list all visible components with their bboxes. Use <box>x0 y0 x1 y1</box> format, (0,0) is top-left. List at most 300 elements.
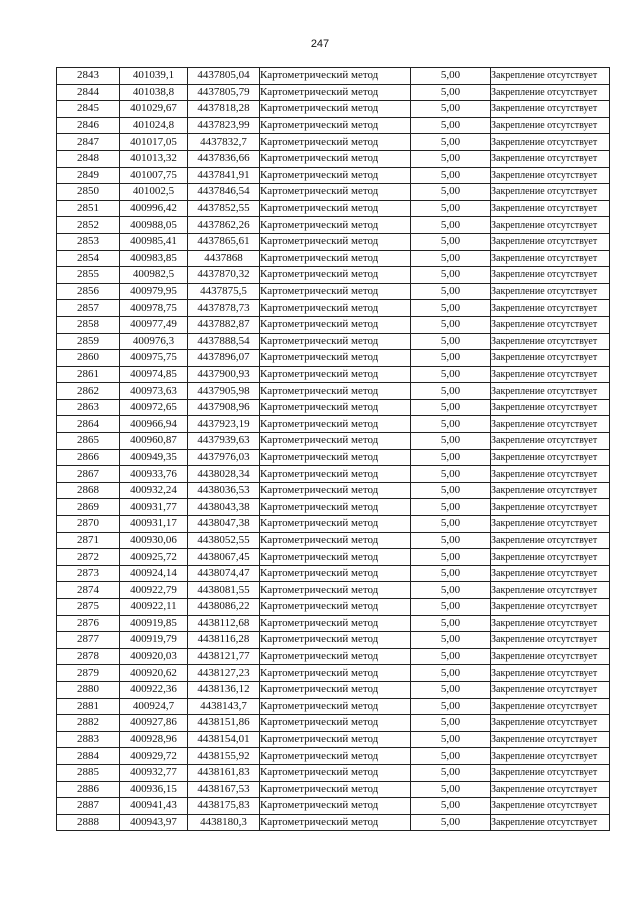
accuracy-cell: 5,00 <box>411 582 491 599</box>
table-row <box>57 731 610 748</box>
point-number-cell: 2849 <box>57 167 120 184</box>
accuracy-cell: 5,00 <box>411 814 491 831</box>
method-cell: Картометрический метод <box>260 416 411 433</box>
accuracy-cell: 5,00 <box>411 466 491 483</box>
method-cell: Картометрический метод <box>260 101 411 118</box>
method-cell: Картометрический метод <box>260 150 411 167</box>
fixation-cell: Закрепление отсутствует <box>491 150 610 167</box>
accuracy-cell: 5,00 <box>411 233 491 250</box>
fixation-cell: Закрепление отсутствует <box>491 200 610 217</box>
accuracy-cell: 5,00 <box>411 101 491 118</box>
x-coordinate-cell: 400924,14 <box>120 565 188 582</box>
method-cell: Картометрический метод <box>260 84 411 101</box>
y-coordinate-cell: 4438127,23 <box>188 665 260 682</box>
accuracy-cell: 5,00 <box>411 366 491 383</box>
table-row <box>57 383 610 400</box>
y-coordinate-cell: 4437905,98 <box>188 383 260 400</box>
fixation-cell: Закрепление отсутствует <box>491 300 610 317</box>
accuracy-cell: 5,00 <box>411 150 491 167</box>
x-coordinate-cell: 400966,94 <box>120 416 188 433</box>
point-number-cell: 2880 <box>57 681 120 698</box>
fixation-cell: Закрепление отсутствует <box>491 632 610 649</box>
fixation-cell: Закрепление отсутствует <box>491 250 610 267</box>
y-coordinate-cell: 4437865,61 <box>188 233 260 250</box>
y-coordinate-cell: 4437841,91 <box>188 167 260 184</box>
method-cell: Картометрический метод <box>260 233 411 250</box>
x-coordinate-cell: 400976,3 <box>120 333 188 350</box>
table-row <box>57 781 610 798</box>
page-number: 247 <box>310 38 330 50</box>
accuracy-cell: 5,00 <box>411 748 491 765</box>
y-coordinate-cell: 4437805,79 <box>188 84 260 101</box>
accuracy-cell: 5,00 <box>411 84 491 101</box>
method-cell: Картометрический метод <box>260 781 411 798</box>
method-cell: Картометрический метод <box>260 599 411 616</box>
x-coordinate-cell: 400974,85 <box>120 366 188 383</box>
y-coordinate-cell: 4437832,7 <box>188 134 260 151</box>
fixation-cell: Закрепление отсутствует <box>491 184 610 201</box>
table-row <box>57 267 610 284</box>
table-row <box>57 764 610 781</box>
x-coordinate-cell: 401039,1 <box>120 68 188 85</box>
fixation-cell: Закрепление отсутствует <box>491 549 610 566</box>
y-coordinate-cell: 4438086,22 <box>188 599 260 616</box>
accuracy-cell: 5,00 <box>411 333 491 350</box>
accuracy-cell: 5,00 <box>411 300 491 317</box>
x-coordinate-cell: 401002,5 <box>120 184 188 201</box>
table-row <box>57 250 610 267</box>
accuracy-cell: 5,00 <box>411 200 491 217</box>
method-cell: Картометрический метод <box>260 68 411 85</box>
y-coordinate-cell: 4437836,66 <box>188 150 260 167</box>
point-number-cell: 2870 <box>57 516 120 533</box>
method-cell: Картометрический метод <box>260 549 411 566</box>
method-cell: Картометрический метод <box>260 466 411 483</box>
fixation-cell: Закрепление отсутствует <box>491 582 610 599</box>
y-coordinate-cell: 4438175,83 <box>188 798 260 815</box>
y-coordinate-cell: 4437888,54 <box>188 333 260 350</box>
accuracy-cell: 5,00 <box>411 350 491 367</box>
table-row <box>57 532 610 549</box>
point-number-cell: 2878 <box>57 648 120 665</box>
point-number-cell: 2884 <box>57 748 120 765</box>
y-coordinate-cell: 4437818,28 <box>188 101 260 118</box>
fixation-cell: Закрепление отсутствует <box>491 466 610 483</box>
accuracy-cell: 5,00 <box>411 532 491 549</box>
y-coordinate-cell: 4437896,07 <box>188 350 260 367</box>
fixation-cell: Закрепление отсутствует <box>491 748 610 765</box>
table-row <box>57 167 610 184</box>
table-row <box>57 316 610 333</box>
x-coordinate-cell: 400941,43 <box>120 798 188 815</box>
point-number-cell: 2845 <box>57 101 120 118</box>
table-row <box>57 449 610 466</box>
method-cell: Картометрический метод <box>260 499 411 516</box>
fixation-cell: Закрепление отсутствует <box>491 681 610 698</box>
x-coordinate-cell: 401013,32 <box>120 150 188 167</box>
fixation-cell: Закрепление отсутствует <box>491 781 610 798</box>
x-coordinate-cell: 401029,67 <box>120 101 188 118</box>
method-cell: Картометрический метод <box>260 167 411 184</box>
table-row <box>57 416 610 433</box>
fixation-cell: Закрепление отсутствует <box>491 283 610 300</box>
accuracy-cell: 5,00 <box>411 68 491 85</box>
table-row <box>57 698 610 715</box>
y-coordinate-cell: 4437878,73 <box>188 300 260 317</box>
point-number-cell: 2887 <box>57 798 120 815</box>
x-coordinate-cell: 400929,72 <box>120 748 188 765</box>
fixation-cell: Закрепление отсутствует <box>491 366 610 383</box>
y-coordinate-cell: 4437875,5 <box>188 283 260 300</box>
accuracy-cell: 5,00 <box>411 516 491 533</box>
x-coordinate-cell: 400982,5 <box>120 267 188 284</box>
y-coordinate-cell: 4438047,38 <box>188 516 260 533</box>
table-row <box>57 433 610 450</box>
fixation-cell: Закрепление отсутствует <box>491 499 610 516</box>
y-coordinate-cell: 4437805,04 <box>188 68 260 85</box>
accuracy-cell: 5,00 <box>411 399 491 416</box>
x-coordinate-cell: 400960,87 <box>120 433 188 450</box>
point-number-cell: 2867 <box>57 466 120 483</box>
table-row <box>57 184 610 201</box>
method-cell: Картометрический метод <box>260 731 411 748</box>
point-number-cell: 2885 <box>57 764 120 781</box>
x-coordinate-cell: 400973,63 <box>120 383 188 400</box>
table-row <box>57 549 610 566</box>
x-coordinate-cell: 400943,97 <box>120 814 188 831</box>
table-row <box>57 300 610 317</box>
table-row <box>57 681 610 698</box>
method-cell: Картометрический метод <box>260 399 411 416</box>
x-coordinate-cell: 401007,75 <box>120 167 188 184</box>
table-row <box>57 648 610 665</box>
fixation-cell: Закрепление отсутствует <box>491 399 610 416</box>
x-coordinate-cell: 400922,36 <box>120 681 188 698</box>
point-number-cell: 2853 <box>57 233 120 250</box>
point-number-cell: 2846 <box>57 117 120 134</box>
method-cell: Картометрический метод <box>260 648 411 665</box>
table-row <box>57 715 610 732</box>
x-coordinate-cell: 400978,75 <box>120 300 188 317</box>
table-row <box>57 582 610 599</box>
fixation-cell: Закрепление отсутствует <box>491 449 610 466</box>
x-coordinate-cell: 400919,79 <box>120 632 188 649</box>
table-row <box>57 150 610 167</box>
point-number-cell: 2864 <box>57 416 120 433</box>
fixation-cell: Закрепление отсутствует <box>491 217 610 234</box>
fixation-cell: Закрепление отсутствует <box>491 731 610 748</box>
y-coordinate-cell: 4437908,96 <box>188 399 260 416</box>
accuracy-cell: 5,00 <box>411 681 491 698</box>
method-cell: Картометрический метод <box>260 433 411 450</box>
point-number-cell: 2858 <box>57 316 120 333</box>
table-row <box>57 798 610 815</box>
x-coordinate-cell: 400919,85 <box>120 615 188 632</box>
y-coordinate-cell: 4438167,53 <box>188 781 260 798</box>
fixation-cell: Закрепление отсутствует <box>491 433 610 450</box>
fixation-cell: Закрепление отсутствует <box>491 134 610 151</box>
table-row <box>57 632 610 649</box>
x-coordinate-cell: 401017,05 <box>120 134 188 151</box>
y-coordinate-cell: 4438121,77 <box>188 648 260 665</box>
method-cell: Картометрический метод <box>260 565 411 582</box>
accuracy-cell: 5,00 <box>411 798 491 815</box>
table-row <box>57 68 610 85</box>
method-cell: Картометрический метод <box>260 532 411 549</box>
method-cell: Картометрический метод <box>260 665 411 682</box>
x-coordinate-cell: 400985,41 <box>120 233 188 250</box>
table-row <box>57 482 610 499</box>
method-cell: Картометрический метод <box>260 615 411 632</box>
point-number-cell: 2886 <box>57 781 120 798</box>
y-coordinate-cell: 4438136,12 <box>188 681 260 698</box>
x-coordinate-cell: 400977,49 <box>120 316 188 333</box>
accuracy-cell: 5,00 <box>411 184 491 201</box>
point-number-cell: 2883 <box>57 731 120 748</box>
point-number-cell: 2877 <box>57 632 120 649</box>
y-coordinate-cell: 4438036,53 <box>188 482 260 499</box>
accuracy-cell: 5,00 <box>411 167 491 184</box>
table-row <box>57 399 610 416</box>
point-number-cell: 2888 <box>57 814 120 831</box>
method-cell: Картометрический метод <box>260 134 411 151</box>
fixation-cell: Закрепление отсутствует <box>491 665 610 682</box>
method-cell: Картометрический метод <box>260 632 411 649</box>
coordinates-table-body <box>57 68 610 831</box>
x-coordinate-cell: 400933,76 <box>120 466 188 483</box>
method-cell: Картометрический метод <box>260 516 411 533</box>
point-number-cell: 2881 <box>57 698 120 715</box>
accuracy-cell: 5,00 <box>411 250 491 267</box>
point-number-cell: 2868 <box>57 482 120 499</box>
table-row <box>57 283 610 300</box>
point-number-cell: 2882 <box>57 715 120 732</box>
y-coordinate-cell: 4438143,7 <box>188 698 260 715</box>
accuracy-cell: 5,00 <box>411 433 491 450</box>
method-cell: Картометрический метод <box>260 681 411 698</box>
fixation-cell: Закрепление отсутствует <box>491 764 610 781</box>
fixation-cell: Закрепление отсутствует <box>491 84 610 101</box>
accuracy-cell: 5,00 <box>411 383 491 400</box>
y-coordinate-cell: 4437923,19 <box>188 416 260 433</box>
accuracy-cell: 5,00 <box>411 416 491 433</box>
point-number-cell: 2869 <box>57 499 120 516</box>
x-coordinate-cell: 400928,96 <box>120 731 188 748</box>
method-cell: Картометрический метод <box>260 217 411 234</box>
x-coordinate-cell: 400949,35 <box>120 449 188 466</box>
x-coordinate-cell: 400927,86 <box>120 715 188 732</box>
fixation-cell: Закрепление отсутствует <box>491 814 610 831</box>
x-coordinate-cell: 400936,15 <box>120 781 188 798</box>
accuracy-cell: 5,00 <box>411 217 491 234</box>
point-number-cell: 2857 <box>57 300 120 317</box>
method-cell: Картометрический метод <box>260 316 411 333</box>
table-row <box>57 599 610 616</box>
coordinates-table <box>56 67 610 831</box>
table-row <box>57 748 610 765</box>
x-coordinate-cell: 400922,11 <box>120 599 188 616</box>
point-number-cell: 2852 <box>57 217 120 234</box>
table-row <box>57 516 610 533</box>
method-cell: Картометрический метод <box>260 715 411 732</box>
fixation-cell: Закрепление отсутствует <box>491 516 610 533</box>
point-number-cell: 2859 <box>57 333 120 350</box>
fixation-cell: Закрепление отсутствует <box>491 350 610 367</box>
method-cell: Картометрический метод <box>260 798 411 815</box>
x-coordinate-cell: 400924,7 <box>120 698 188 715</box>
table-row <box>57 101 610 118</box>
y-coordinate-cell: 4437852,55 <box>188 200 260 217</box>
point-number-cell: 2875 <box>57 599 120 616</box>
accuracy-cell: 5,00 <box>411 648 491 665</box>
y-coordinate-cell: 4438151,86 <box>188 715 260 732</box>
y-coordinate-cell: 4437868 <box>188 250 260 267</box>
accuracy-cell: 5,00 <box>411 665 491 682</box>
fixation-cell: Закрепление отсутствует <box>491 416 610 433</box>
accuracy-cell: 5,00 <box>411 499 491 516</box>
accuracy-cell: 5,00 <box>411 267 491 284</box>
point-number-cell: 2855 <box>57 267 120 284</box>
fixation-cell: Закрепление отсутствует <box>491 316 610 333</box>
y-coordinate-cell: 4438074,47 <box>188 565 260 582</box>
fixation-cell: Закрепление отсутствует <box>491 267 610 284</box>
table-row <box>57 615 610 632</box>
point-number-cell: 2850 <box>57 184 120 201</box>
accuracy-cell: 5,00 <box>411 781 491 798</box>
fixation-cell: Закрепление отсутствует <box>491 333 610 350</box>
y-coordinate-cell: 4437900,93 <box>188 366 260 383</box>
accuracy-cell: 5,00 <box>411 283 491 300</box>
x-coordinate-cell: 400931,17 <box>120 516 188 533</box>
x-coordinate-cell: 400932,77 <box>120 764 188 781</box>
point-number-cell: 2873 <box>57 565 120 582</box>
table-row <box>57 84 610 101</box>
table-row <box>57 117 610 134</box>
y-coordinate-cell: 4438028,34 <box>188 466 260 483</box>
y-coordinate-cell: 4437870,32 <box>188 267 260 284</box>
y-coordinate-cell: 4438180,3 <box>188 814 260 831</box>
y-coordinate-cell: 4437823,99 <box>188 117 260 134</box>
y-coordinate-cell: 4438161,83 <box>188 764 260 781</box>
method-cell: Картометрический метод <box>260 582 411 599</box>
point-number-cell: 2863 <box>57 399 120 416</box>
table-row <box>57 814 610 831</box>
accuracy-cell: 5,00 <box>411 449 491 466</box>
point-number-cell: 2847 <box>57 134 120 151</box>
accuracy-cell: 5,00 <box>411 599 491 616</box>
accuracy-cell: 5,00 <box>411 565 491 582</box>
fixation-cell: Закрепление отсутствует <box>491 383 610 400</box>
x-coordinate-cell: 400988,05 <box>120 217 188 234</box>
x-coordinate-cell: 400979,95 <box>120 283 188 300</box>
accuracy-cell: 5,00 <box>411 316 491 333</box>
accuracy-cell: 5,00 <box>411 698 491 715</box>
table-row <box>57 333 610 350</box>
table-row <box>57 665 610 682</box>
x-coordinate-cell: 401038,8 <box>120 84 188 101</box>
table-row <box>57 233 610 250</box>
point-number-cell: 2854 <box>57 250 120 267</box>
x-coordinate-cell: 400922,79 <box>120 582 188 599</box>
method-cell: Картометрический метод <box>260 267 411 284</box>
method-cell: Картометрический метод <box>260 350 411 367</box>
method-cell: Картометрический метод <box>260 383 411 400</box>
x-coordinate-cell: 400996,42 <box>120 200 188 217</box>
method-cell: Картометрический метод <box>260 333 411 350</box>
fixation-cell: Закрепление отсутствует <box>491 101 610 118</box>
table-row <box>57 350 610 367</box>
x-coordinate-cell: 401024,8 <box>120 117 188 134</box>
fixation-cell: Закрепление отсутствует <box>491 648 610 665</box>
point-number-cell: 2856 <box>57 283 120 300</box>
fixation-cell: Закрепление отсутствует <box>491 698 610 715</box>
x-coordinate-cell: 400920,03 <box>120 648 188 665</box>
method-cell: Картометрический метод <box>260 200 411 217</box>
point-number-cell: 2865 <box>57 433 120 450</box>
fixation-cell: Закрепление отсутствует <box>491 68 610 85</box>
table-row <box>57 134 610 151</box>
fixation-cell: Закрепление отсутствует <box>491 798 610 815</box>
fixation-cell: Закрепление отсутствует <box>491 599 610 616</box>
table-row <box>57 366 610 383</box>
method-cell: Картометрический метод <box>260 482 411 499</box>
x-coordinate-cell: 400925,72 <box>120 549 188 566</box>
accuracy-cell: 5,00 <box>411 134 491 151</box>
y-coordinate-cell: 4437882,87 <box>188 316 260 333</box>
point-number-cell: 2861 <box>57 366 120 383</box>
point-number-cell: 2871 <box>57 532 120 549</box>
point-number-cell: 2876 <box>57 615 120 632</box>
y-coordinate-cell: 4438116,28 <box>188 632 260 649</box>
accuracy-cell: 5,00 <box>411 715 491 732</box>
table-row <box>57 565 610 582</box>
method-cell: Картометрический метод <box>260 449 411 466</box>
accuracy-cell: 5,00 <box>411 615 491 632</box>
method-cell: Картометрический метод <box>260 748 411 765</box>
point-number-cell: 2866 <box>57 449 120 466</box>
y-coordinate-cell: 4438081,55 <box>188 582 260 599</box>
x-coordinate-cell: 400975,75 <box>120 350 188 367</box>
y-coordinate-cell: 4437976,03 <box>188 449 260 466</box>
accuracy-cell: 5,00 <box>411 731 491 748</box>
x-coordinate-cell: 400983,85 <box>120 250 188 267</box>
y-coordinate-cell: 4437846,54 <box>188 184 260 201</box>
point-number-cell: 2844 <box>57 84 120 101</box>
accuracy-cell: 5,00 <box>411 549 491 566</box>
x-coordinate-cell: 400920,62 <box>120 665 188 682</box>
x-coordinate-cell: 400972,65 <box>120 399 188 416</box>
y-coordinate-cell: 4438112,68 <box>188 615 260 632</box>
method-cell: Картометрический метод <box>260 366 411 383</box>
y-coordinate-cell: 4437862,26 <box>188 217 260 234</box>
y-coordinate-cell: 4438154,01 <box>188 731 260 748</box>
point-number-cell: 2874 <box>57 582 120 599</box>
y-coordinate-cell: 4437939,63 <box>188 433 260 450</box>
x-coordinate-cell: 400931,77 <box>120 499 188 516</box>
table-row <box>57 217 610 234</box>
fixation-cell: Закрепление отсутствует <box>491 615 610 632</box>
point-number-cell: 2879 <box>57 665 120 682</box>
method-cell: Картометрический метод <box>260 117 411 134</box>
x-coordinate-cell: 400930,06 <box>120 532 188 549</box>
fixation-cell: Закрепление отсутствует <box>491 715 610 732</box>
method-cell: Картометрический метод <box>260 698 411 715</box>
method-cell: Картометрический метод <box>260 300 411 317</box>
point-number-cell: 2848 <box>57 150 120 167</box>
fixation-cell: Закрепление отсутствует <box>491 167 610 184</box>
point-number-cell: 2860 <box>57 350 120 367</box>
y-coordinate-cell: 4438043,38 <box>188 499 260 516</box>
